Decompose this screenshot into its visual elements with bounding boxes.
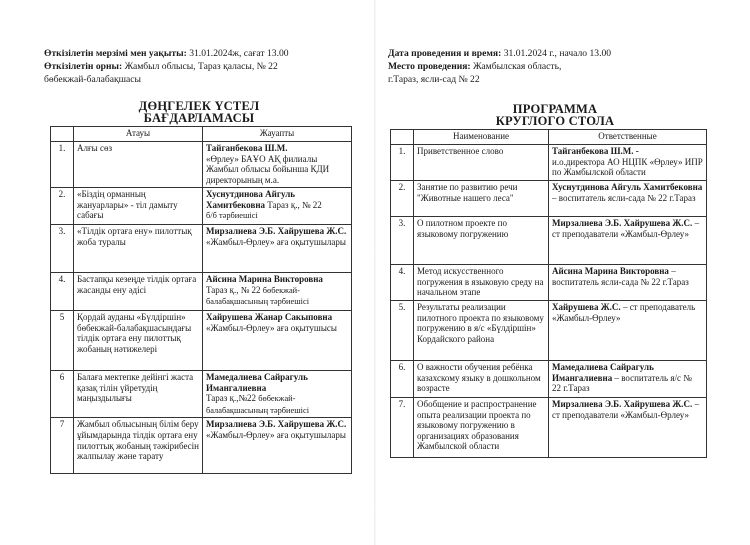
- table-row: 1. Приветственное слово Тайганбекова Ш.М. - и.о.директора АО НЦПК «Өрлеу» ИПР по Жамбылской области: [391, 145, 707, 181]
- right-place-line2: г.Тараз, ясли-сад № 22: [388, 74, 480, 85]
- table-row: 3. О пилотном проекте по языковому погружению Мирзалиева Э.Б. Хайрушева Ж.С. – ст преподаватели «Жамбыл-Өрлеу»: [391, 217, 707, 265]
- right-title: ПРОГРАММА КРУГЛОГО СТОЛА: [495, 102, 615, 128]
- column-header-responsible: Ответственные: [549, 130, 707, 145]
- table-row: 4. Бастапқы кезеңде тілдік ортаға жасанды ену әдісі Айсина Марина Викторовна Тараз қ., № 22 бөбекжай-балабақшасының тәрбиешісі: [51, 273, 352, 311]
- table-row: 2. «Біздің орманның жануарлары» - тіл дамыту сабағы Хуснутдинова Айгуль Хамитбековна Тараз қ., № 22 б/б тәрбиешісі: [51, 188, 352, 225]
- column-header-responsible: Жауапты: [203, 127, 352, 142]
- left-place-line: Өткізілетін орны: Жамбыл облысы, Тараз қаласы, № 22: [44, 61, 278, 72]
- table-row: 3. «Тілдік ортаға ену» пилоттық жоба туралы Мирзалиева Э.Б. Хайрушева Ж.С. «Жамбыл-Өрлеу» аға оқытушылары: [51, 225, 352, 273]
- right-program-table: [390, 129, 707, 458]
- column-header-name: Наименование: [414, 130, 549, 145]
- table-row: 5 Қордай ауданы «Бүлдіршін» бөбекжай-балабақшасындағы тілдік ортаға ену пилоттық жобаның нәтижелері Хайрушева Жанар Сакыповна «Жамбыл-Өрлеу» аға оқытушысы: [51, 311, 352, 371]
- table-row: 1. Алғы сөз Тайганбекова Ш.М. «Өрлеу» БАҰО АҚ филиалы Жамбыл облысы бойынша КДИ директорының м.а.: [51, 142, 352, 188]
- table-row: 4. Метод искусственного погружения в языковую среду на начальном этапе Айсина Марина Викторовна – воспитатель ясли-сада № 22 г.Тараз: [391, 265, 707, 301]
- left-date-line: Өткізілетін мерзімі мен уақыты: 31.01.2024ж, сағат 13.00: [44, 48, 289, 59]
- table-row: 5. Результаты реализации пилотного проекта по языковому погружению в я/с «Бүлдіршін» Кордайского района Хайрушева Ж.С. – ст преподаватель «Жамбыл-Өрлеу»: [391, 301, 707, 361]
- table-header-row: [391, 130, 707, 145]
- column-header-name: Атауы: [74, 127, 203, 142]
- table-row: 7 Жамбыл облысының білім беру ұйымдарында тілдік ортаға ену пилоттық жобаның тәжірибесін жалпылау және тарату Мирзалиева Э.Б. Хайрушева Ж.С. «Жамбыл-Өрлеу» аға оқытушылары: [51, 418, 352, 474]
- table-row: 7. Обобщение и распространение опыта реализации проекта по языковому погружению в организациях образования Жамбылской области Мирзалиева Э.Б. Хайрушева Ж.С. – ст преподаватели «Жамбыл-Өрлеу»: [391, 398, 707, 458]
- table-row: 6 Балаға мектепке дейінгі жаста қазақ тілін үйретудің маңыздылығы Мамедалиева Сайрагуль Имангалиевна Тараз қ.,№22 бөбекжай-балабақшасының тәрбиешісі: [51, 371, 352, 418]
- right-page: [375, 0, 750, 545]
- table-row: 2. Занятие по развитию речи "Животные нашего леса" Хуснутдинова Айгуль Хамитбековна – воспитатель ясли-сада № 22 г.Тараз: [391, 181, 707, 217]
- left-title: ДӨҢГЕЛЕК ҮСТЕЛ БАҒДАРЛАМАСЫ: [138, 99, 260, 125]
- table-row: 6. О важности обучения ребёнка казахскому языку в дошкольном возрасте Мамедалиева Сайрагуль Имангалиевна – воспитатель я/с № 22 г.Тараз: [391, 361, 707, 398]
- table-header-row: [51, 127, 352, 142]
- left-program-table: [50, 126, 352, 474]
- left-place-line2: бөбекжай-балабақшасы: [44, 74, 141, 85]
- right-place-line: Место проведения: Жамбылская область,: [388, 61, 562, 72]
- right-date-line: Дата проведения и время: 31.01.2024 г., начало 13.00: [388, 48, 612, 59]
